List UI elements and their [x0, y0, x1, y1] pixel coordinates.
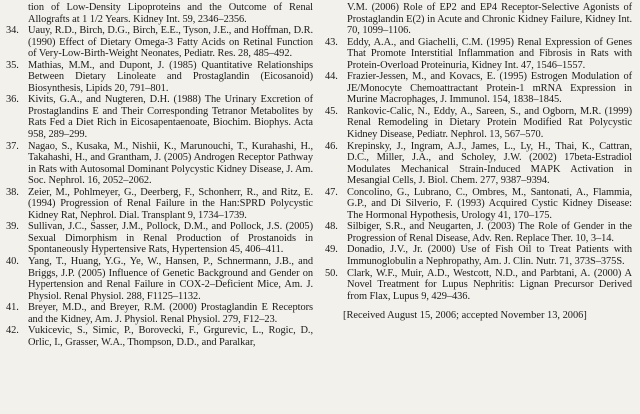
reference-entry: [6, 60, 313, 95]
reference-text: Krepinsky, J., Ingram, A.J., James, L., Ly, H., Thai, K., Cattran, D.C., Miller, J.A., and Scholey, J.W. (2002) 17beta-Estradiol Modulates Mechanical Strain-Induced MAPK Activation in Mesangial Cells, J. Biol. Chem. 277, 9387–9394.: [347, 140, 632, 187]
reference-number: [6, 2, 28, 25]
reference-number: 40.: [6, 256, 19, 268]
reference-text: Clark, W.F., Muir, A.D., Westcott, N.D., and Parbtani, A. (2000) A Novel Treatment for Lupus Nephritis: Lignan Precursor Derived from Flax, Lupus 9, 429–436.: [347, 267, 632, 302]
reference-entry: [6, 25, 313, 60]
reference-text: Rankovic-Calic, N., Eddy, A., Sareen, S., and Ogborn, M.R. (1999) Renal Remodeling in Dietary Protein Modified Rat Polycystic Kidney Disease, Pediatr. Nephrol. 13, 567–570.: [347, 105, 632, 141]
reference-number: 46.: [325, 140, 338, 152]
reference-number: 35.: [6, 59, 19, 71]
reference-number: 37.: [6, 140, 19, 152]
reference-number: 45.: [325, 105, 338, 117]
reference-text: Silbiger, S.R., and Neugarten, J. (2003) The Role of Gender in the Progression of Renal Disease, Adv. Ren. Replace Ther. 10, 3–14.: [347, 221, 632, 244]
reference-entry-continued: [6, 2, 313, 25]
reference-text: Kivits, G.A., and Nugteren, D.H. (1988) The Urinary Excretion of Prostaglandins E and Their Corresponding Tetranor Metabolites by Rats Fed a Diet Rich in Eicosapentaenoate, Biochim. Biophys. Acta 958, 289–299.: [28, 94, 313, 141]
reference-entry: [6, 141, 313, 187]
reference-number: 42.: [6, 325, 19, 337]
reference-number: 36.: [6, 94, 19, 106]
reference-entry: [325, 244, 632, 267]
reference-number: 38.: [6, 186, 19, 198]
reference-number: 47.: [325, 186, 338, 198]
received-accepted-dates: [Received August 15, 2006; accepted November 13, 2006]: [343, 310, 587, 322]
reference-number: 44.: [325, 71, 338, 83]
reference-entry: [6, 94, 313, 140]
reference-entry: [325, 141, 632, 187]
reference-entry: [325, 106, 632, 141]
reference-number: 41.: [6, 302, 19, 314]
reference-number: 49.: [325, 244, 338, 256]
reference-entry: [325, 221, 632, 244]
reference-text: Vukicevic, S., Simic, P., Borovecki, F., Grgurevic, L., Rogic, D., Orlic, I., Grasser, W.A., Thompson, D.D., and Paralkar,: [28, 325, 313, 348]
reference-number: 48.: [325, 221, 338, 233]
reference-entry: [325, 187, 632, 222]
reference-text: Donadio, J.V., Jr. (2000) Use of Fish Oil to Treat Patients with Immunoglobulin a Nephropathy, Am. J. Clin. Nutr. 71, 373S–375S.: [347, 244, 632, 268]
reference-entry: [6, 256, 313, 302]
reference-entry: [325, 71, 632, 106]
reference-entry: [325, 268, 632, 303]
reference-number: 43.: [325, 36, 338, 48]
reference-column-right: [325, 2, 632, 414]
reference-number: 34.: [6, 25, 19, 37]
reference-entry: [6, 325, 313, 348]
reference-text: V.M. (2006) Role of EP2 and EP4 Receptor-Selective Agonists of Prostaglandin E(2) in Acute and Chronic Kidney Failure, Kidney Int. 70, 1099–1106.: [347, 2, 632, 37]
reference-number: 39.: [6, 221, 19, 233]
reference-column-left: [6, 2, 313, 414]
reference-number: [325, 2, 347, 37]
reference-text: Yang, T., Huang, Y.G., Ye, W., Hansen, P., Schnermann, J.B., and Briggs, J.P. (2005) Influence of Genetic Background and Gender on Hypertension and Renal Failure in COX-2–Deficient Mice, Am. J. Physiol. Renal Physiol. 288, F1125–1132.: [28, 256, 313, 302]
reference-text: Mathias, M.M., and Dupont, J. (1985) Quantitative Relationships Between Dietary Linoleate and Prostaglandin (Eicosanoid) Biosynthesis, Lipids 20, 791–801.: [28, 59, 313, 94]
reference-number: 50.: [325, 267, 338, 279]
reference-text: Breyer, M.D., and Breyer, R.M. (2000) Prostaglandin E Receptors and the Kidney, Am. J. Physiol. Renal Physiol. 279, F12–23.: [28, 302, 313, 325]
reference-entry: [325, 37, 632, 72]
reference-entry-continued: [325, 2, 632, 37]
reference-entry: [6, 221, 313, 256]
reference-text: Frazier-Jessen, M., and Kovacs, E. (1995) Estrogen Modulation of JE/Monocyte Chemoattractant Protein-1 mRNA Expression in Murine Macrophages, J. Immunol. 154, 1838–1845.: [347, 71, 632, 106]
reference-text: Zeier, M., Pohlmeyer, G., Deerberg, F., Schonherr, R., and Ritz, E. (1994) Progression of Renal Failure in the Han:SPRD Polycystic Kidney Rat, Nephrol. Dial. Transplant 9, 1734–1739.: [28, 186, 313, 221]
reference-text: Eddy, A.A., and Giachelli, C.M. (1995) Renal Expression of Genes That Promote Interstitial Inflammation and Fibrosis in Rats with Protein-Overload Proteinuria, Kidney Int. 47, 1546–1557.: [347, 36, 632, 71]
reference-entry: [6, 187, 313, 222]
reference-text: Concolino, G., Lubrano, C., Ombres, M., Santonati, A., Flammia, G.P., and Di Silverio, F. (1993) Acquired Cystic Kidney Disease: The Hormonal Hypothesis, Urology 41, 170–175.: [347, 186, 632, 221]
reference-text: tion of Low-Density Lipoproteins and the Outcome of Renal Allografts at 1 1/2 Years. Kidney Int. 59, 2346–2356.: [28, 2, 313, 25]
reference-text: Uauy, R.D., Birch, D.G., Birch, E.E., Tyson, J.E., and Hoffman, D.R. (1990) Effect of Dietary Omega-3 Fatty Acids on Retinal Function of Very-Low-Birth-Weight Neonates, Pediatr. Res. 28, 485–492.: [28, 25, 313, 60]
reference-text: Sullivan, J.C., Sasser, J.M., Pollock, D.M., and Pollock, J.S. (2005) Sexual Dimorphism in Renal Production of Prostanoids in Spontaneously Hypertensive Rats, Hypertension 45, 406–411.: [28, 221, 313, 256]
reference-entry: [6, 302, 313, 325]
reference-text: Nagao, S., Kusaka, M., Nishii, K., Marunouchi, T., Kurahashi, H., Takahashi, H., and Grantham, J. (2005) Androgen Receptor Pathway in Rats with Autosomal Dominant Polycystic Kidney Disease, J. Am. Soc. Nephrol. 16, 2052–2062.: [28, 140, 313, 187]
